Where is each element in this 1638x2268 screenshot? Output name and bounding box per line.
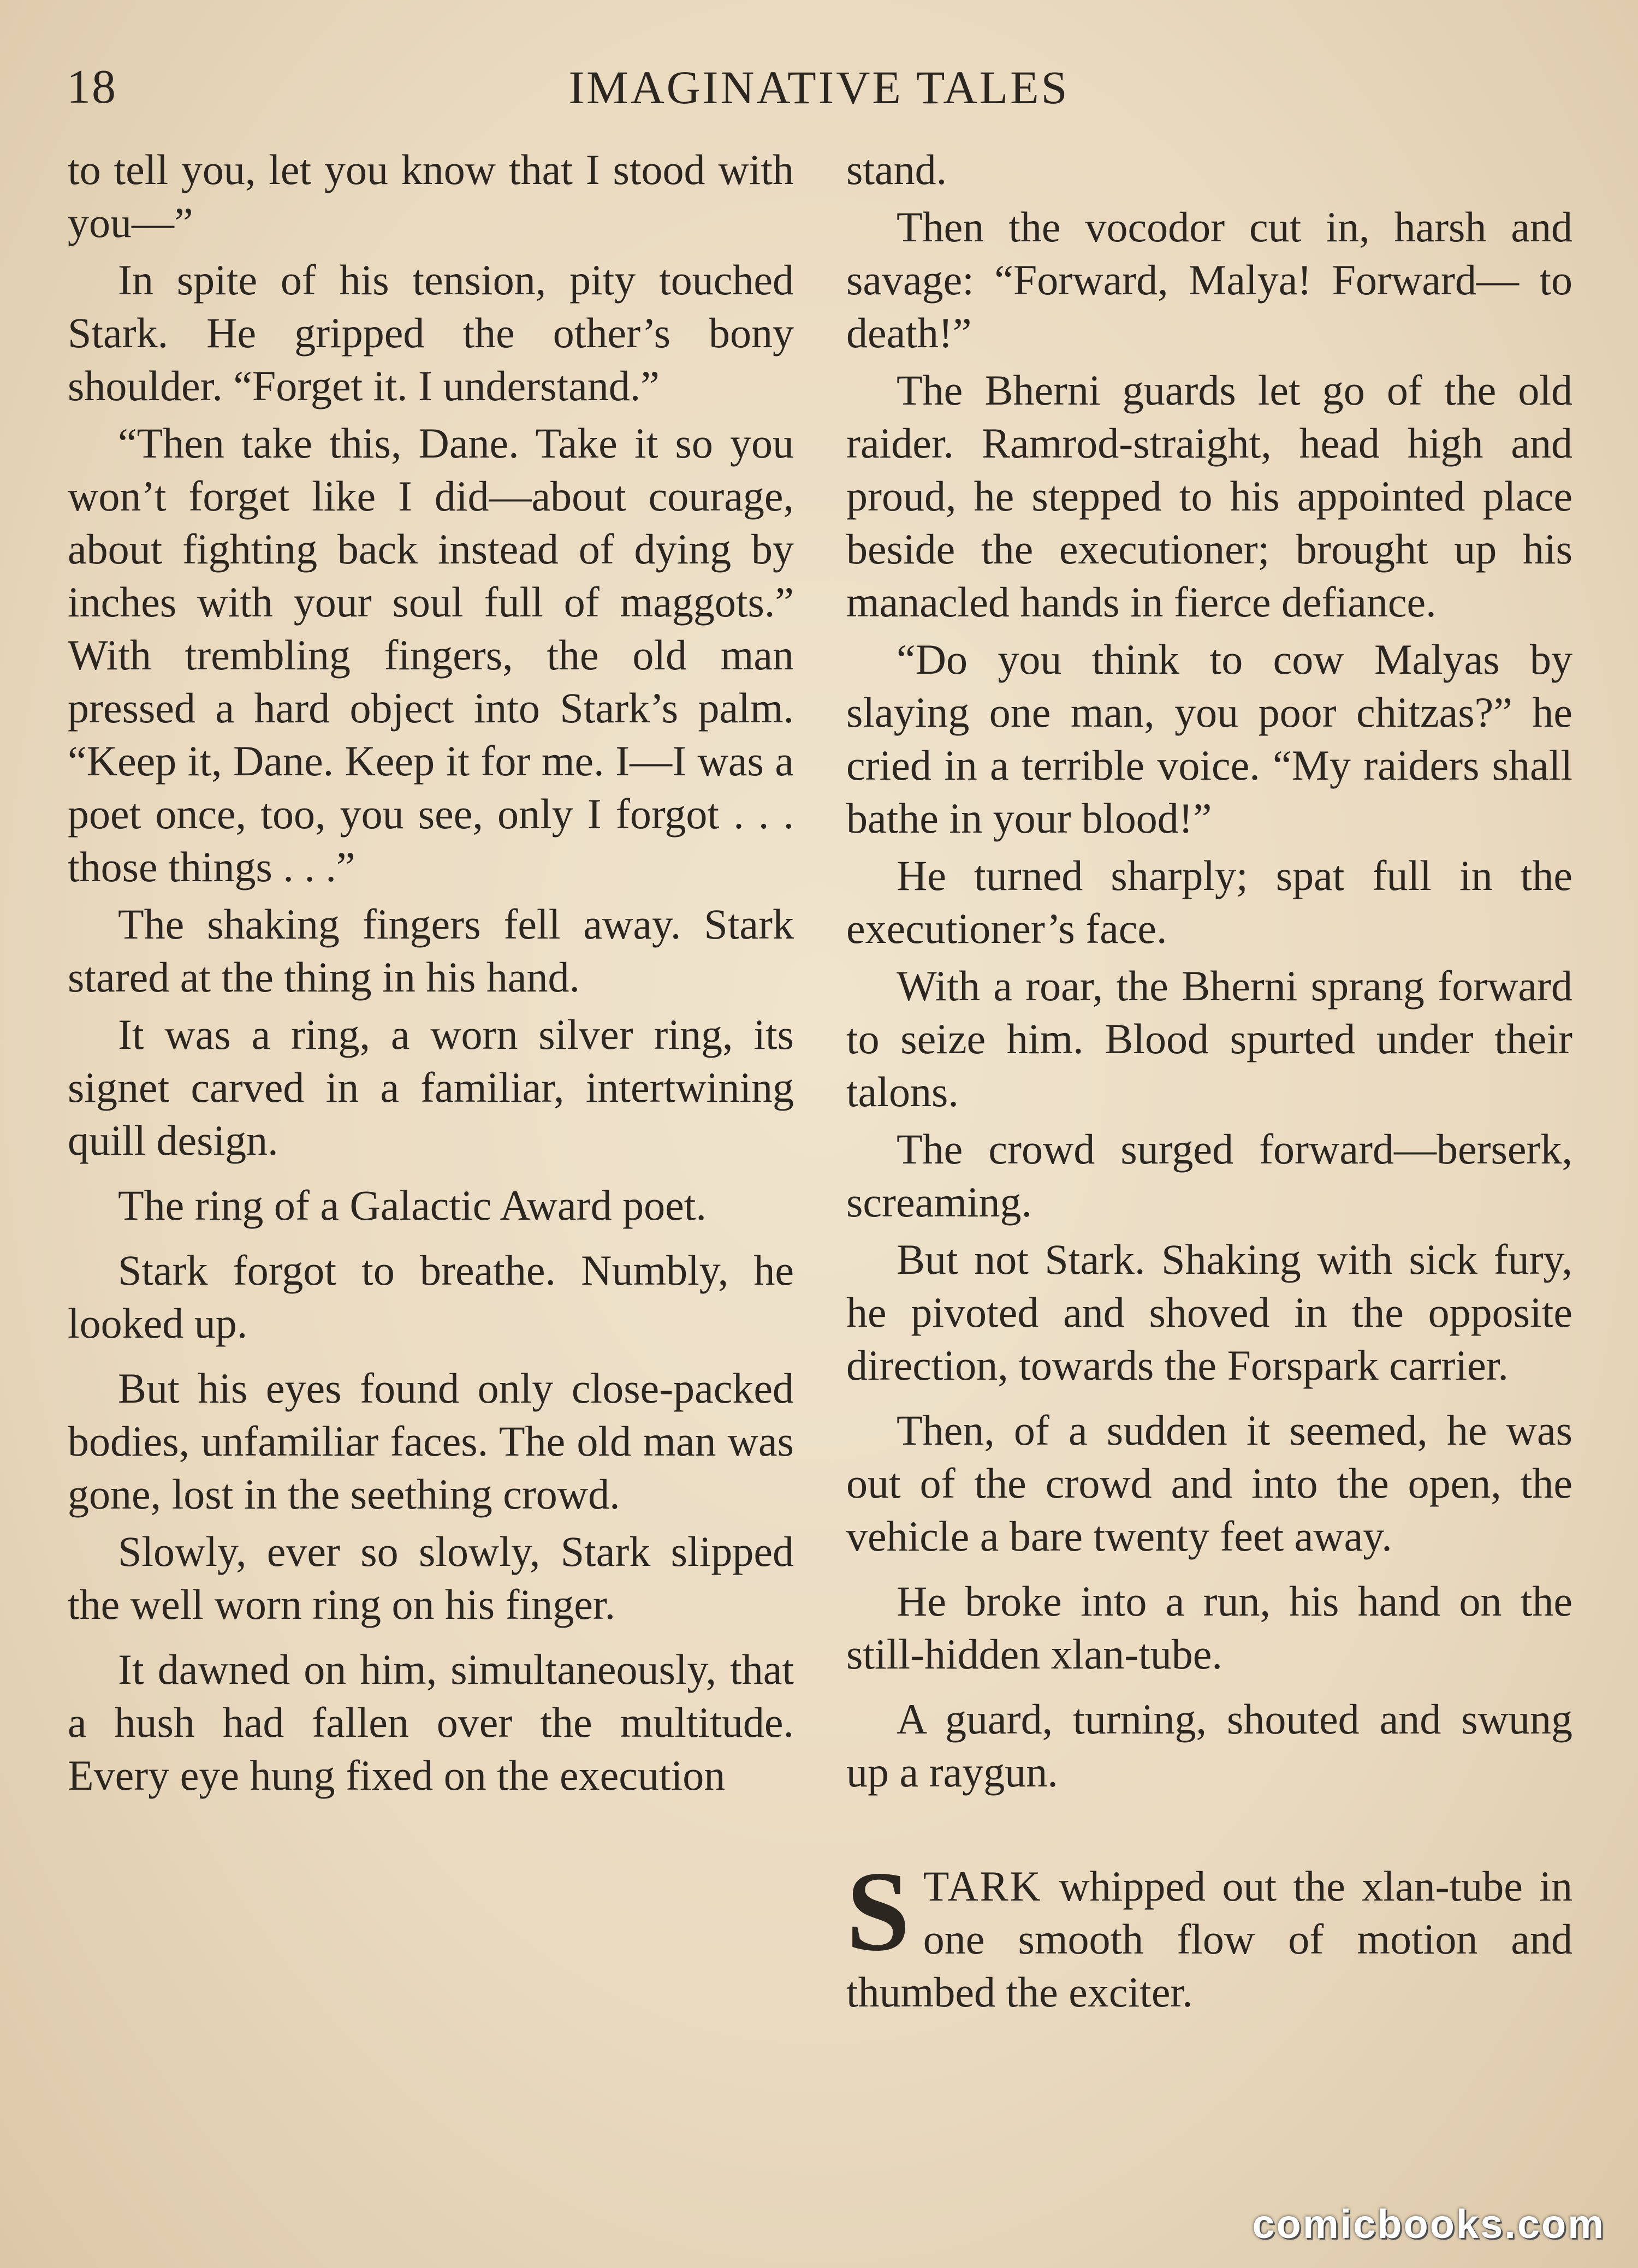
right-column bbox=[846, 143, 1572, 2023]
running-title: IMAGINATIVE TALES bbox=[568, 61, 1070, 114]
paragraph: He broke into a run, his hand on the still-hidden xlan-tube. bbox=[846, 1577, 1572, 1678]
paragraph: With a roar, the Bherni sprang forward to seize him. Blood spurted under their talons. bbox=[846, 962, 1572, 1115]
paragraph: Then, of a sudden it seemed, he was out of the crowd and into the open, the vehicle a bare twenty feet away. bbox=[846, 1406, 1572, 1560]
paragraph: The shaking fingers fell away. Stark stared at the thing in his hand. bbox=[68, 900, 794, 1001]
paragraph: It was a ring, a worn silver ring, its signet carved in a familiar, intertwining quill design. bbox=[68, 1011, 794, 1164]
paragraph: stand. bbox=[846, 146, 947, 193]
paragraph: The ring of a Galactic Award poet. bbox=[118, 1182, 707, 1229]
drop-cap: S bbox=[846, 1848, 910, 1975]
paragraph: He turned sharply; spat full in the executioner’s face. bbox=[846, 852, 1572, 952]
paragraph: In spite of his tension, pity touched Stark. He gripped the other’s bony shoulder. “Forget it. I understand.” bbox=[68, 256, 794, 409]
section-start-paragraph bbox=[846, 1848, 1572, 2018]
paragraph: Then the vocodor cut in, harsh and savage: “Forward, Malya! Forward— to death!” bbox=[846, 203, 1572, 357]
paragraph: “Do you think to cow Malyas by slaying one man, you poor chitzas?” he cried in a terrible voice. “My raiders shall bathe in your blood!” bbox=[846, 636, 1572, 842]
page-header bbox=[0, 57, 1638, 117]
paragraph: The Bherni guards let go of the old raider. Ramrod-straight, head high and proud, he stepped to his appointed place beside the executioner; brought up his manacled hands in fierce defiance. bbox=[846, 366, 1572, 626]
paragraph: A guard, turning, shouted and swung up a raygun. bbox=[846, 1695, 1572, 1796]
page-number: 18 bbox=[67, 61, 117, 114]
section-start-text: whipped out the xlan-tube in one smooth flow of motion and thumbed the exciter. bbox=[846, 1862, 1572, 2016]
paragraph: But not Stark. Shaking with sick fury, he pivoted and shoved in the opposite direction, towards the Forspark carrier. bbox=[846, 1236, 1572, 1389]
watermark: comicbooks.com bbox=[1252, 2201, 1605, 2247]
paragraph: “Then take this, Dane. Take it so you won’t forget like I did—about courage, about fighting back instead of dying by inches with your soul full of maggots.” With trembling fingers, the old man pressed a hard object into Stark’s palm. “Keep it, Dane. Keep it for me. I—I was a poet once, too, you see, only I forgot . . . those things . . .” bbox=[68, 419, 794, 890]
paragraph: It dawned on him, simultaneously, that a hush had fallen over the multitude. Every eye hung fixed on the execution bbox=[68, 1646, 794, 1799]
paragraph: The crowd surged forward—berserk, screaming. bbox=[846, 1125, 1572, 1226]
left-column bbox=[68, 143, 794, 1806]
paragraph: Stark forgot to breathe. Numbly, he looked up. bbox=[68, 1246, 794, 1347]
paragraph: Slowly, ever so slowly, Stark slipped the well worn ring on his finger. bbox=[68, 1528, 794, 1628]
paragraph: to tell you, let you know that I stood with you—” bbox=[68, 146, 794, 246]
paragraph: But his eyes found only close-packed bodies, unfamiliar faces. The old man was gone, lost in the seething crowd. bbox=[68, 1364, 794, 1518]
caps-run: TARK bbox=[923, 1862, 1042, 1910]
